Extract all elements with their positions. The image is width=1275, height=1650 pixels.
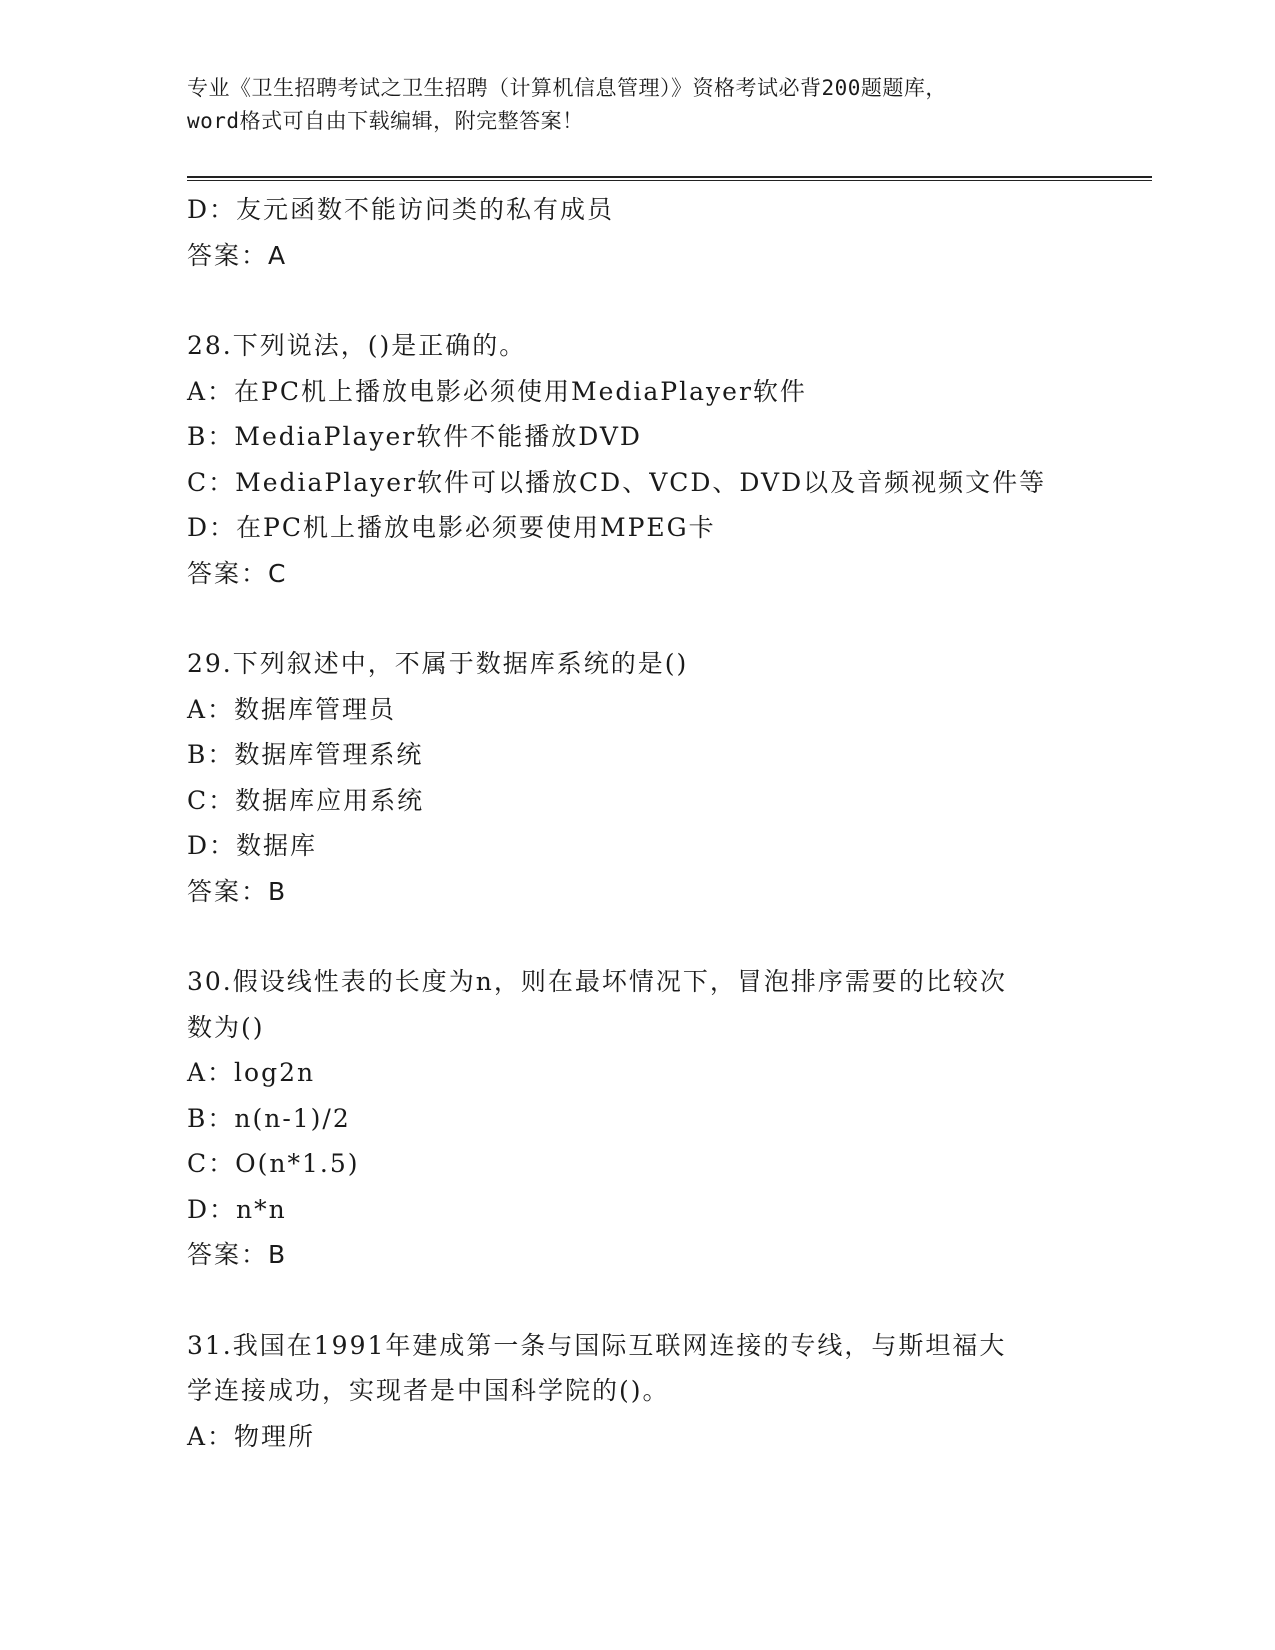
question-stem: 29.下列叙述中，不属于数据库系统的是() [187,649,689,678]
question-fragment [187,187,1087,278]
question-29 [187,641,1087,914]
spacer [187,278,1087,323]
spacer [187,914,1087,959]
question-28 [187,323,1087,596]
option-d: D：在PC机上播放电影必须要使用MPEG卡 [187,513,716,542]
question-31 [187,1323,1087,1460]
spacer [187,1278,1087,1323]
document-header [187,72,1087,138]
answer-line: 答案：C [187,558,288,588]
option-a: A：log2n [187,1058,316,1087]
question-30 [187,959,1087,1278]
spacer [187,596,1087,641]
option-a: A：数据库管理员 [187,694,397,724]
option-d: D：友元函数不能访问类的私有成员 [187,195,615,224]
option-d: D：n*n [187,1194,287,1224]
option-b: B：n(n-1)/2 [187,1103,351,1133]
option-b: B：数据库管理系统 [187,740,424,769]
answer-line: 答案：B [187,1240,288,1269]
document-body [187,187,1087,1459]
header-divider [187,176,1152,181]
header-line-2: word格式可自由下载编辑，附完整答案！ [187,109,584,133]
option-b: B：MediaPlayer软件不能播放DVD [187,422,642,451]
option-c: C：数据库应用系统 [187,785,425,815]
option-c: C：MediaPlayer软件可以播放CD、VCD、DVD以及音频视频文件等 [187,467,1047,497]
answer-line: 答案：B [187,876,288,906]
option-d: D：数据库 [187,831,318,860]
answer-line: 答案：A [187,240,288,270]
question-stem-line-1: 30.假设线性表的长度为n，则在最坏情况下，冒泡排序需要的比较次 [187,967,1007,996]
question-stem-line-1: 31.我国在1991年建成第一条与国际互联网连接的专线，与斯坦福大 [187,1330,1007,1360]
header-line-1: 专业《卫生招聘考试之卫生招聘（计算机信息管理）》资格考试必背200题题库， [187,76,947,100]
question-stem: 28.下列说法，()是正确的。 [187,331,527,360]
option-a: A：在PC机上播放电影必须使用MediaPlayer软件 [187,376,807,406]
question-stem-line-2: 数为() [187,1012,265,1042]
option-a: A：物理所 [187,1421,316,1451]
question-stem-line-2: 学连接成功，实现者是中国科学院的()。 [187,1376,670,1405]
option-c: C：O(n*1.5) [187,1149,360,1178]
